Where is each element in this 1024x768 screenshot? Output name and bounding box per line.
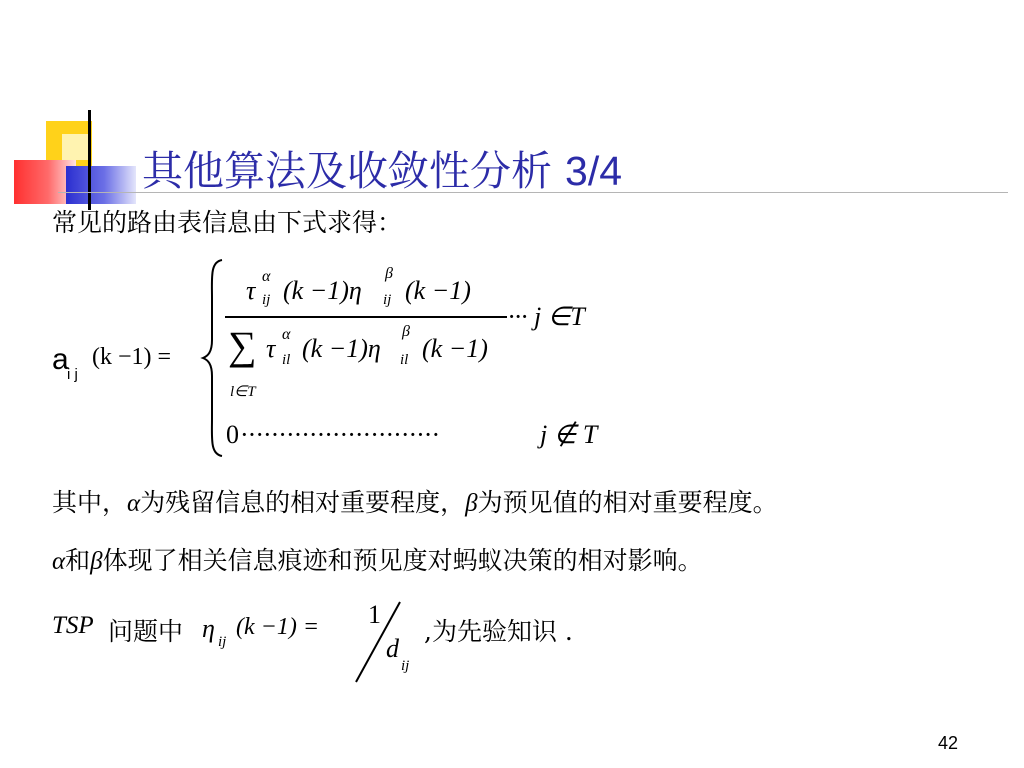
title-decoration-blue-bar — [66, 166, 136, 204]
line1-prefix: 其中， — [52, 488, 128, 517]
den-mid: (k −1)η — [302, 334, 381, 363]
line2-alpha: α — [52, 548, 66, 575]
title-number: 3/4 — [565, 148, 623, 194]
num-end: (k −1) — [405, 276, 471, 305]
den-il-sub-2: il — [400, 352, 409, 368]
case2-condition: j ∉ T — [540, 420, 598, 449]
line2-beta: β — [90, 548, 103, 575]
line3-fraction-num: 1 — [368, 600, 381, 629]
line1-suffix: 为预见值的相对重要程度。 — [477, 488, 778, 517]
line2-text: 体现了相关信息痕迹和预见度对蚂蚁决策的相对影响。 — [102, 546, 703, 575]
line3-suffix: ,为先验知识 . — [424, 617, 573, 646]
line1-middle: 为残留信息的相对重要程度， — [140, 488, 466, 517]
line3-prefix: 问题中 — [108, 617, 184, 646]
line3-tsp: TSP — [52, 612, 94, 639]
den-sum: ∑ — [228, 323, 257, 368]
fraction-bar — [225, 316, 507, 318]
page-number: 42 — [938, 733, 959, 753]
num-ij-sub: ij — [262, 292, 271, 308]
formula-lhs-a: a — [52, 343, 69, 376]
num-alpha: α — [262, 268, 271, 285]
den-sum-under: l∈T — [230, 384, 256, 400]
explanation-line-1 — [52, 483, 778, 519]
line1-beta: β — [465, 490, 478, 517]
explanation-line-3 — [52, 600, 672, 692]
num-tau: τ — [246, 276, 256, 305]
formula-lhs-subscript: i j — [67, 366, 78, 383]
line2-and: 和 — [65, 546, 91, 575]
line1-alpha: α — [127, 490, 141, 517]
line3-args: (k −1) = — [236, 614, 320, 640]
den-il-sub: il — [282, 352, 291, 368]
line3-eta-sub: ij — [218, 634, 227, 650]
num-beta: β — [385, 265, 393, 282]
den-alpha: α — [282, 326, 291, 343]
case2-dots: ·························· — [240, 420, 440, 449]
title-text: 其他算法及收敛性分析 — [142, 147, 552, 195]
num-mid: (k −1)η — [283, 276, 362, 305]
slide-title — [142, 138, 622, 197]
intro-text: 常见的路由表信息由下式求得： — [52, 208, 403, 237]
den-tau: τ — [266, 334, 276, 363]
case2-zero: 0 — [226, 420, 239, 449]
den-end: (k −1) — [422, 334, 488, 363]
num-ij-sub-2: ij — [383, 292, 392, 308]
case1-condition: ··· j ∈T — [508, 302, 585, 331]
formula-lhs-args: (k −1) = — [92, 344, 172, 370]
line3-fraction-den-sub: ij — [401, 658, 410, 674]
den-beta: β — [402, 323, 410, 340]
title-decoration-highlight — [62, 134, 88, 160]
explanation-line-2 — [52, 541, 703, 577]
line3-fraction-den: d — [386, 634, 399, 663]
title-decoration-vertical-line — [88, 110, 91, 210]
line3-eta: η — [202, 614, 215, 643]
